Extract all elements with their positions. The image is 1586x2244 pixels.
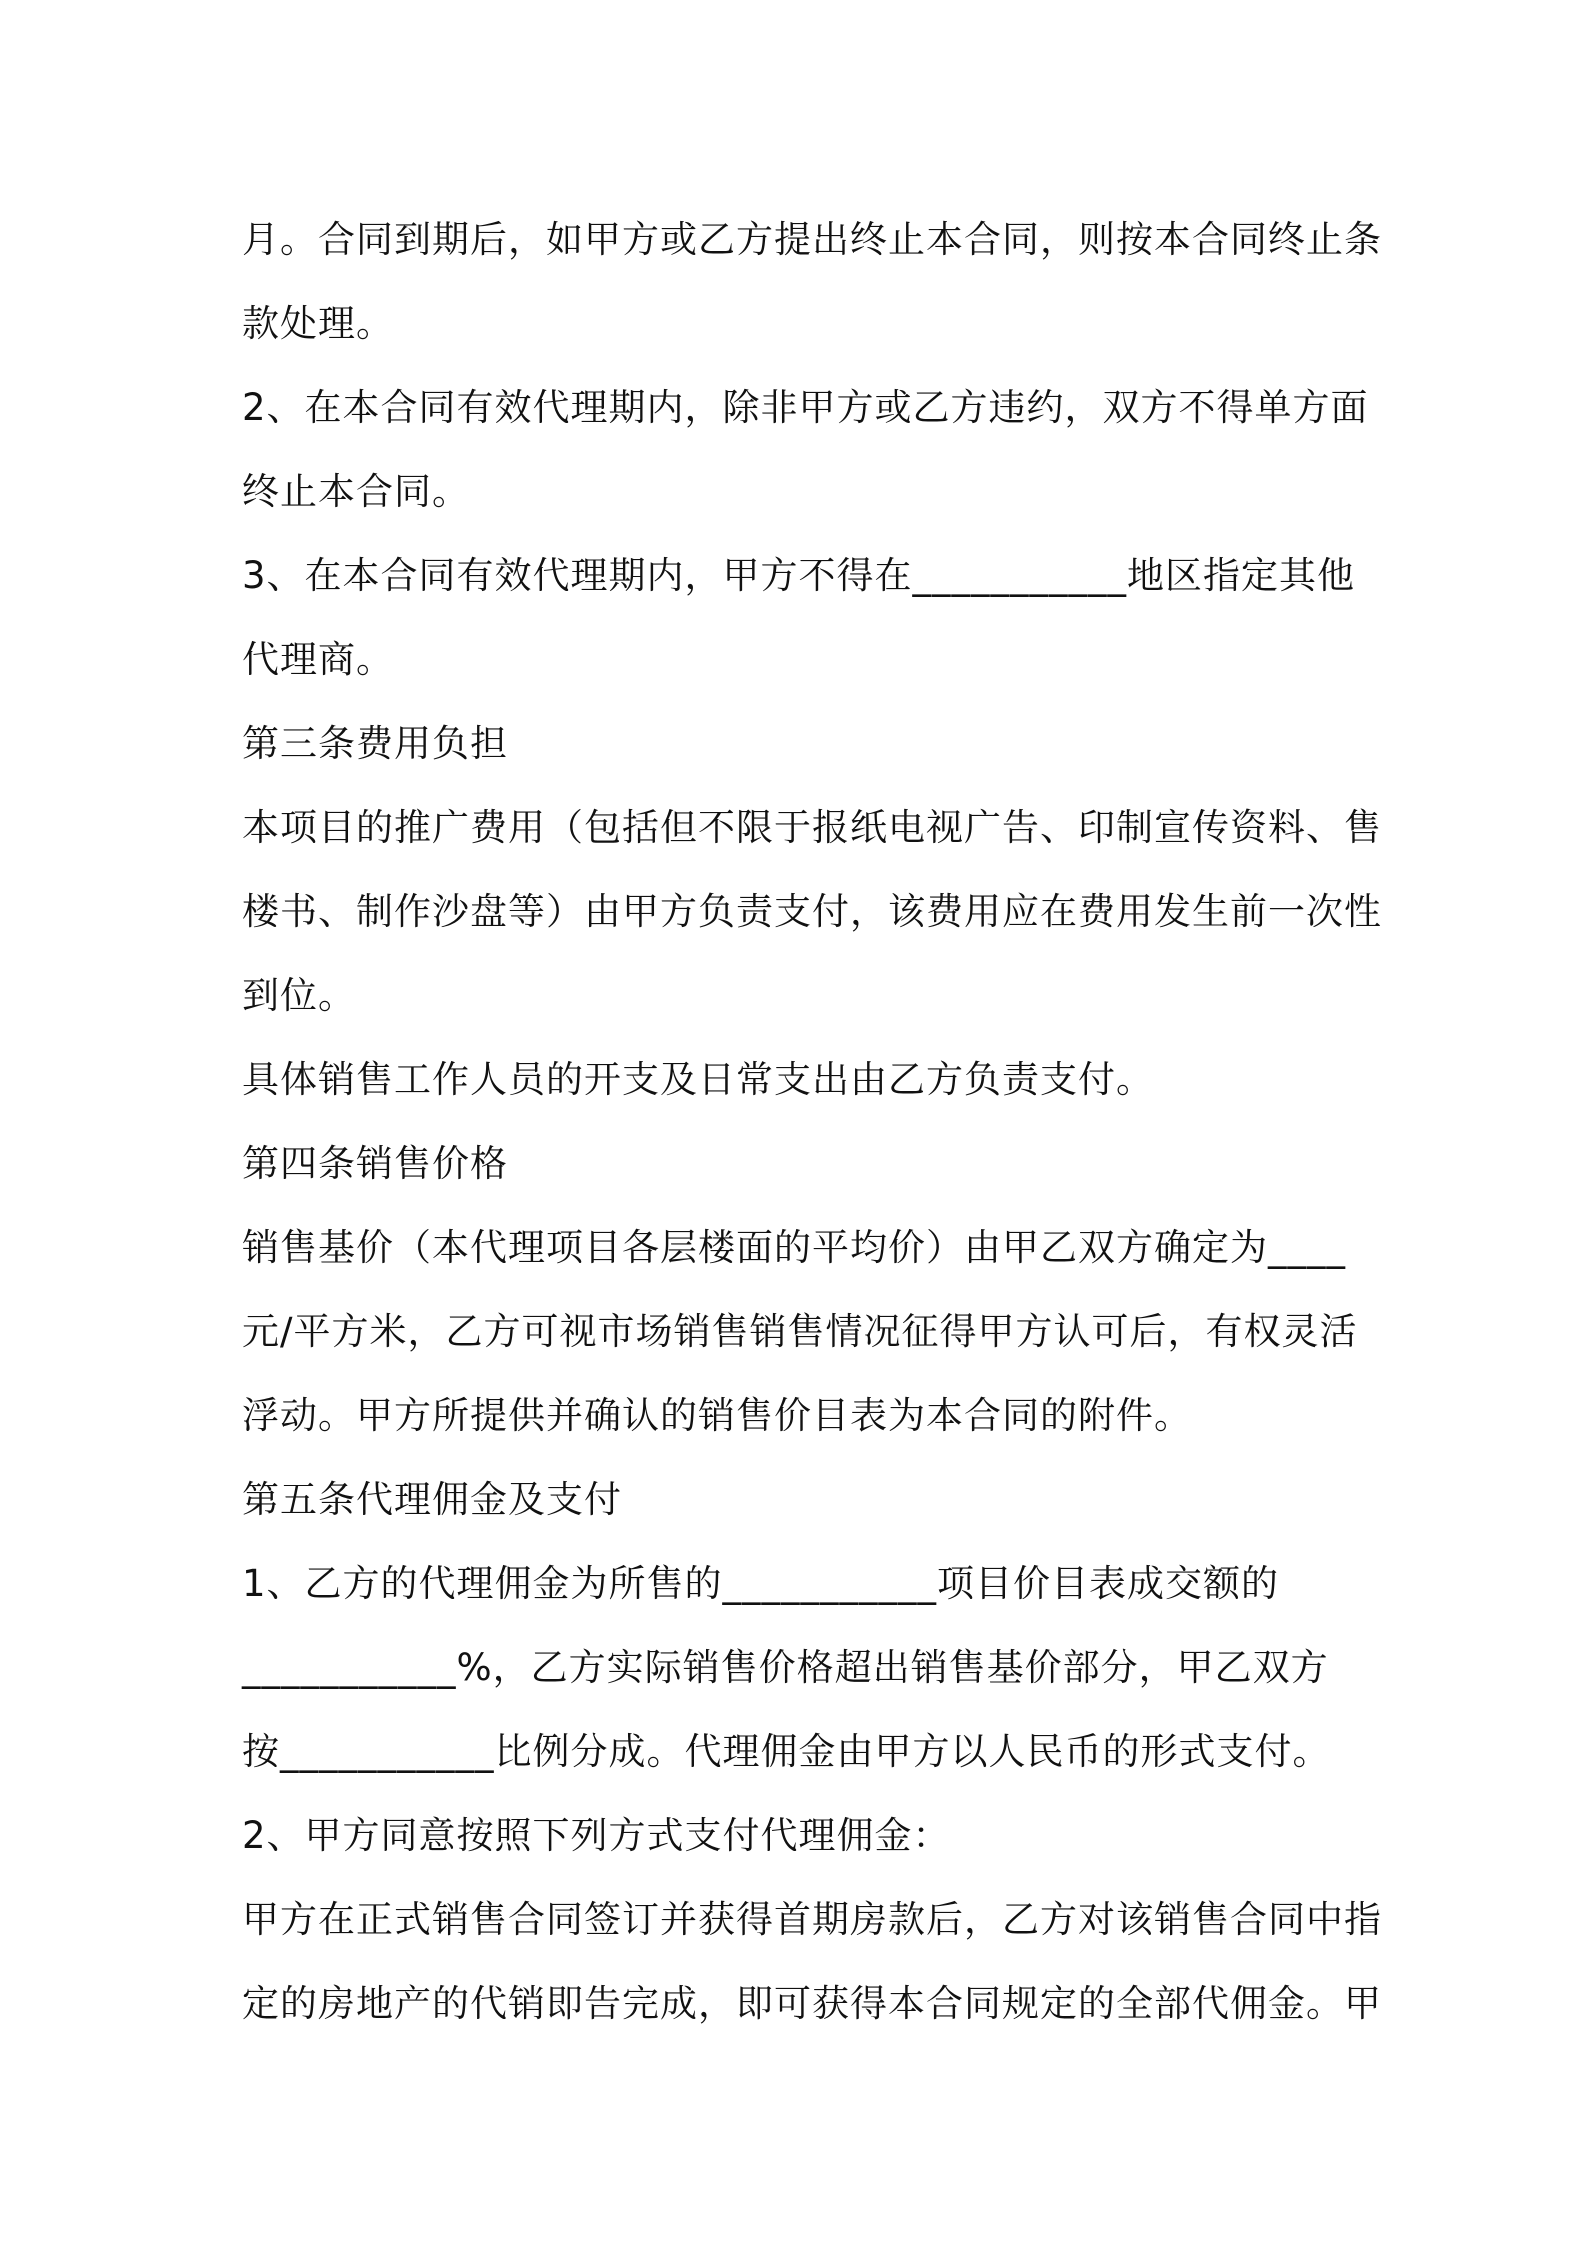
text-line: 到位。 [242, 974, 356, 1017]
text-line: 3、在本合同有效代理期内，甲方不得在___________地区指定其他 [242, 554, 1356, 597]
text-line: 2、在本合同有效代理期内，除非甲方或乙方违约，双方不得单方面 [242, 386, 1369, 429]
section-heading-4 [242, 1122, 1366, 1206]
section-heading-5 [242, 1458, 1366, 1542]
paragraph-clause-3 [242, 534, 1366, 702]
text-line: 甲方在正式销售合同签订并获得首期房款后，乙方对该销售合同中指 [242, 1898, 1382, 1941]
section-heading: 第三条费用负担 [242, 722, 508, 765]
text-line: 按___________比例分成。代理佣金由甲方以人民币的形式支付。 [242, 1730, 1331, 1773]
text-line: 1、乙方的代理佣金为所售的___________项目价目表成交额的 [242, 1562, 1280, 1605]
paragraph-base-price [242, 1206, 1366, 1458]
section-heading: 第五条代理佣金及支付 [242, 1478, 622, 1521]
paragraph-promotion-costs [242, 786, 1382, 1038]
text-line: 2、甲方同意按照下列方式支付代理佣金： [242, 1814, 951, 1857]
text-line: 元/平方米，乙方可视市场销售销售情况征得甲方认可后，有权灵活 [242, 1310, 1358, 1353]
paragraph-payment-method [242, 1794, 1366, 1878]
text-line: 本项目的推广费用（包括但不限于报纸电视广告、印制宣传资料、售 [242, 806, 1382, 849]
text-line: 楼书、制作沙盘等）由甲方负责支付，该费用应在费用发生前一次性 [242, 890, 1382, 933]
text-line: 月。合同到期后，如甲方或乙方提出终止本合同，则按本合同终止条 [242, 218, 1382, 261]
text-line: 销售基价（本代理项目各层楼面的平均价）由甲乙双方确定为____ [242, 1226, 1346, 1269]
document-page [242, 198, 1382, 2046]
text-line: ___________%，乙方实际销售价格超出销售基价部分，甲乙双方 [242, 1646, 1329, 1689]
paragraph-payment-terms [242, 1878, 1382, 2046]
text-line: 定的房地产的代销即告完成，即可获得本合同规定的全部代佣金。甲 [242, 1982, 1382, 2025]
text-line: 浮动。甲方所提供并确认的销售价目表为本合同的附件。 [242, 1394, 1192, 1437]
paragraph-term-expiry [242, 198, 1382, 366]
paragraph-staff-costs [242, 1038, 1366, 1122]
section-heading-3 [242, 702, 1366, 786]
text-line: 款处理。 [242, 302, 394, 345]
section-heading: 第四条销售价格 [242, 1142, 508, 1185]
text-line: 具体销售工作人员的开支及日常支出由乙方负责支付。 [242, 1058, 1154, 1101]
paragraph-clause-2 [242, 366, 1369, 534]
paragraph-commission-rate [242, 1542, 1366, 1794]
text-line: 终止本合同。 [242, 470, 470, 513]
text-line: 代理商。 [242, 638, 394, 681]
